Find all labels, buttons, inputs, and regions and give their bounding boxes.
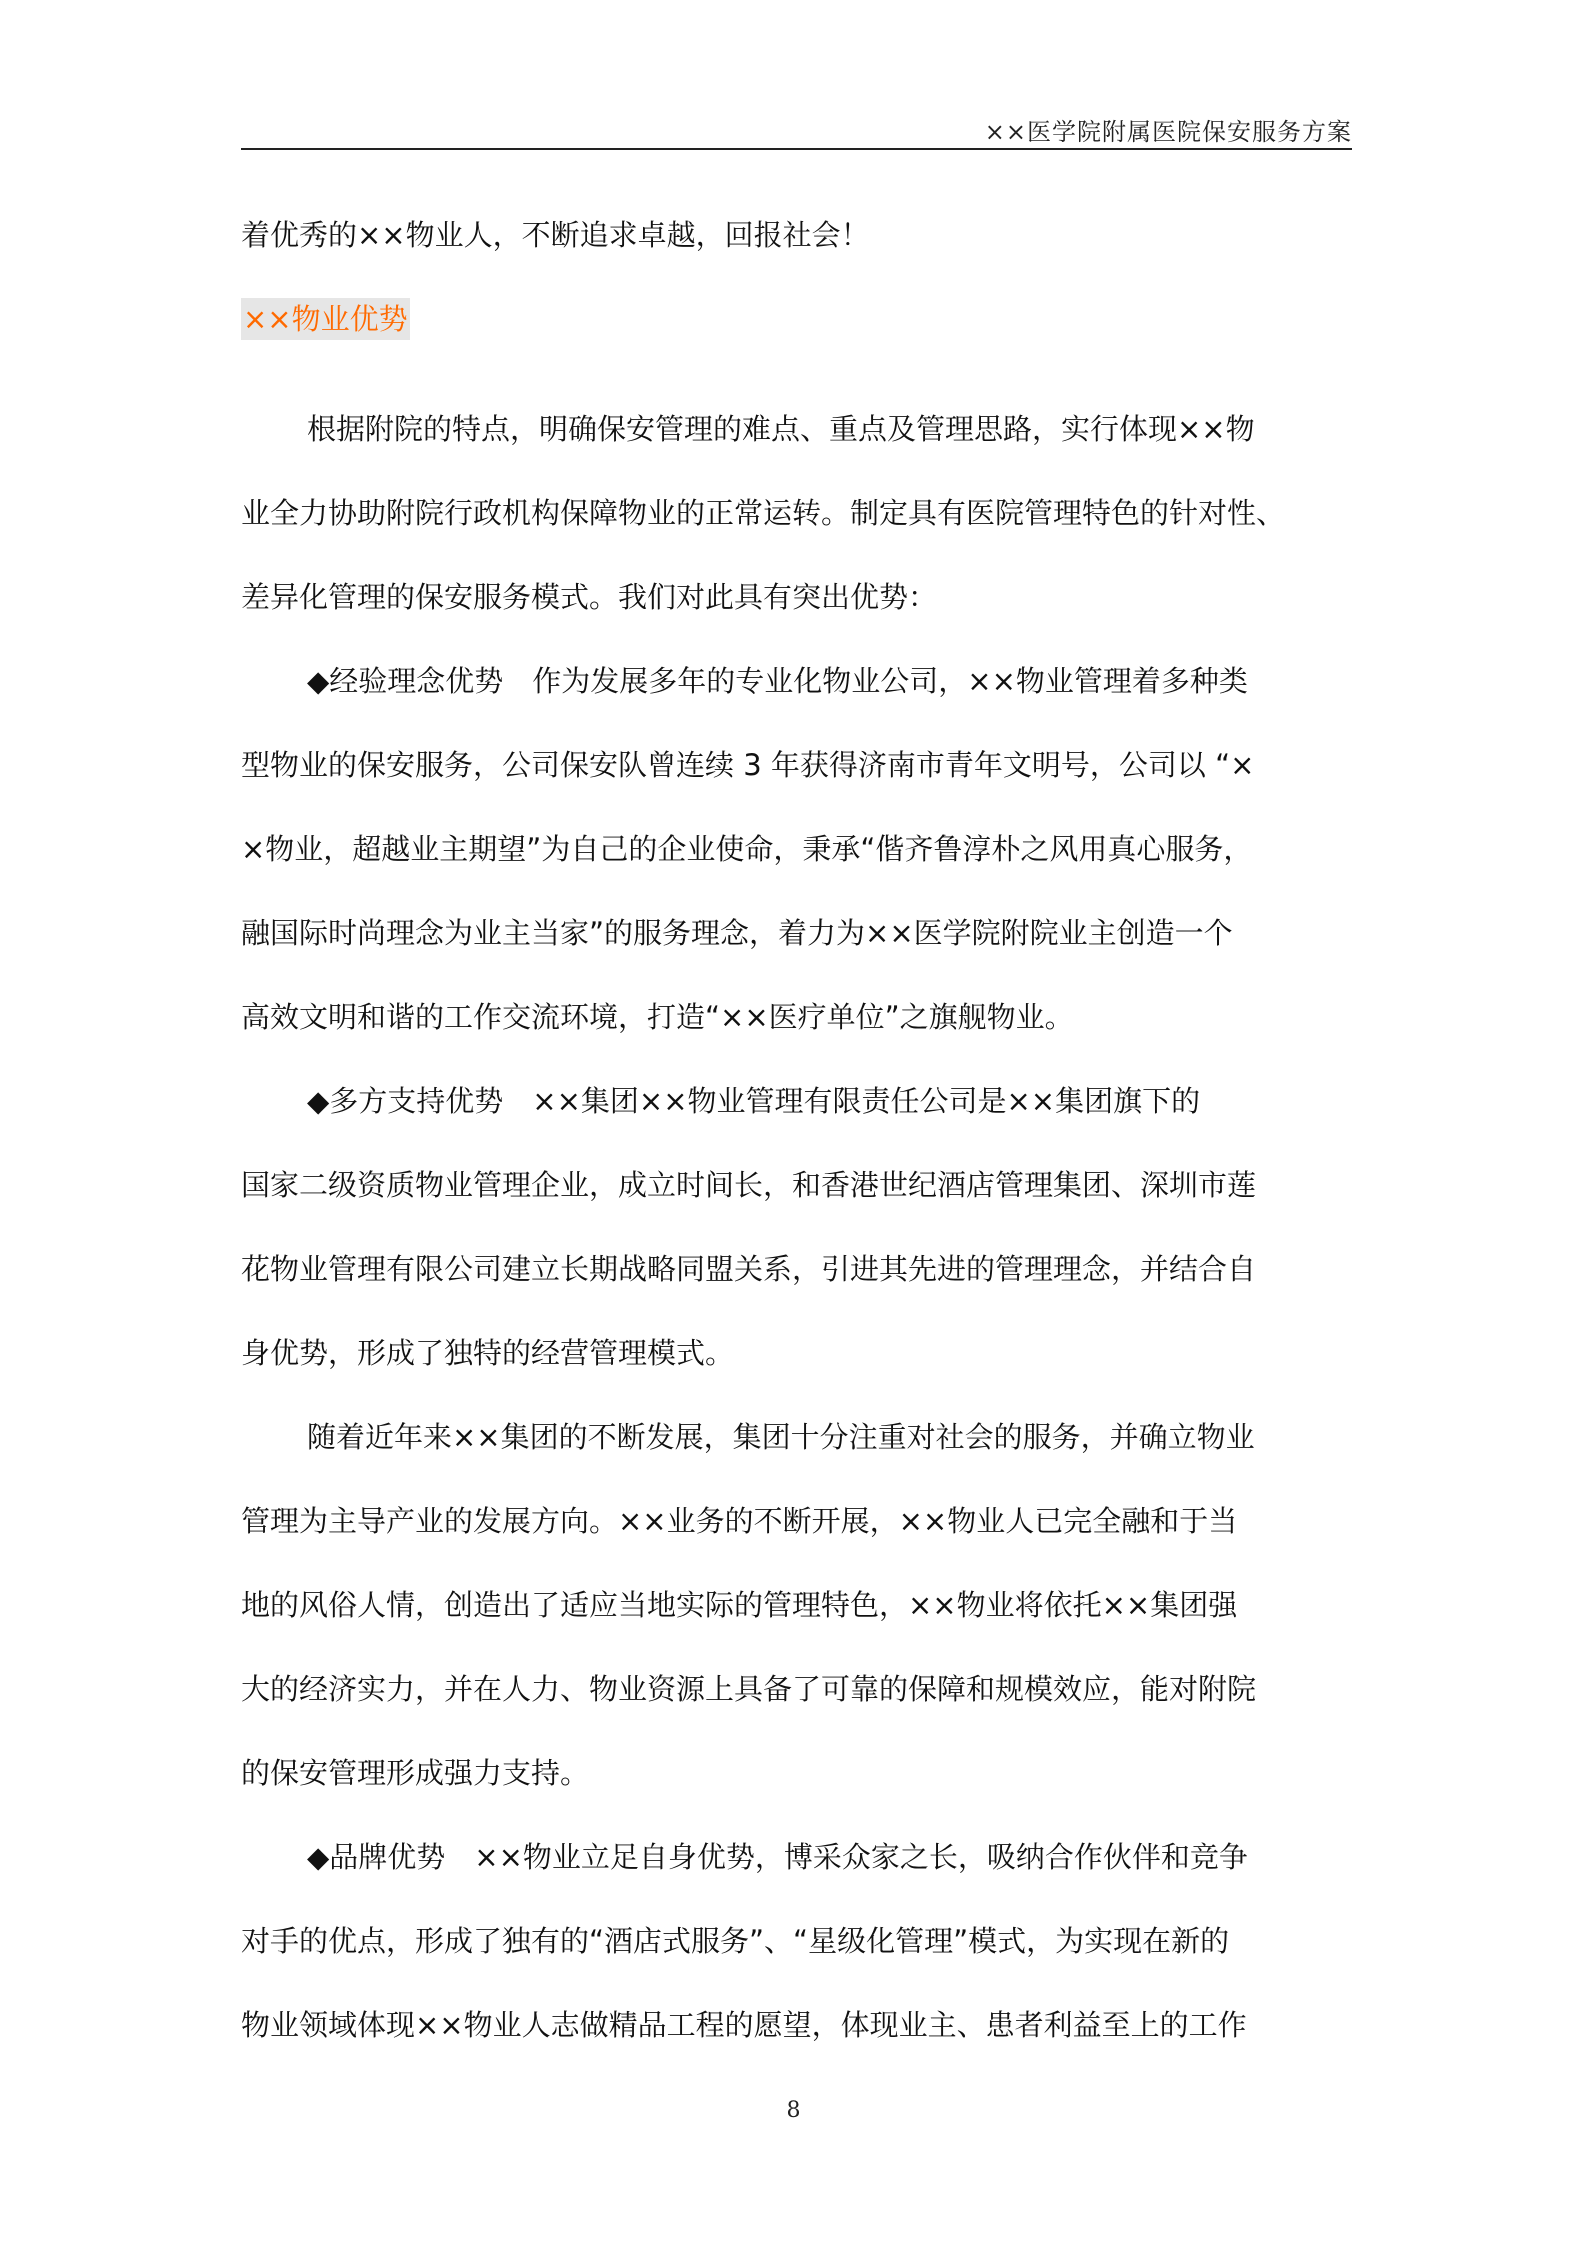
document-title: ××医学院附属医院保安服务方案 bbox=[984, 118, 1352, 146]
paragraph-line: 融国际时尚理念为业主当家”的服务理念，着力为××医学院附院业主创造一个 bbox=[241, 916, 1233, 950]
page-header bbox=[241, 108, 1352, 150]
paragraph-line: 地的风俗人情，创造出了适应当地实际的管理特色，××物业将依托××集团强 bbox=[241, 1588, 1238, 1622]
paragraph-line: 的保安管理形成强力支持。 bbox=[241, 1756, 590, 1790]
paragraph-line: 高效文明和谐的工作交流环境，打造“××医疗单位”之旗舰物业。 bbox=[241, 1000, 1074, 1034]
paragraph-line: ×物业，超越业主期望”为自己的企业使命，秉承“偕齐鲁淳朴之风用真心服务， bbox=[241, 832, 1253, 866]
paragraph-line: 业全力协助附院行政机构保障物业的正常运转。制定具有医院管理特色的针对性、 bbox=[241, 496, 1286, 530]
paragraph-line: 花物业管理有限公司建立长期战略同盟关系，引进其先进的管理理念，并结合自 bbox=[241, 1252, 1257, 1286]
paragraph-line: 身优势，形成了独特的经营管理模式。 bbox=[241, 1336, 735, 1370]
paragraph-line: 型物业的保安服务，公司保安队曾连续 3 年获得济南市青年文明号，公司以 “× bbox=[241, 748, 1255, 782]
paragraph-line: ◆品牌优势 ××物业立足自身优势，博采众家之长，吸纳合作伙伴和竞争 bbox=[307, 1840, 1248, 1874]
paragraph-line: 差异化管理的保安服务模式。我们对此具有突出优势： bbox=[241, 580, 938, 614]
paragraph-line: 国家二级资质物业管理企业，成立时间长，和香港世纪酒店管理集团、深圳市莲 bbox=[241, 1168, 1257, 1202]
paragraph-line: ◆经验理念优势 作为发展多年的专业化物业公司，××物业管理着多种类 bbox=[307, 664, 1248, 698]
page-number: 8 bbox=[786, 2098, 801, 2123]
paragraph-line: 对手的优点，形成了独有的“酒店式服务”、“星级化管理”模式，为实现在新的 bbox=[241, 1924, 1230, 1958]
paragraph-line: 根据附院的特点，明确保安管理的难点、重点及管理思路，实行体现××物 bbox=[307, 412, 1255, 446]
paragraph-line: 随着近年来××集团的不断发展，集团十分注重对社会的服务，并确立物业 bbox=[307, 1420, 1255, 1454]
paragraph-line: 大的经济实力，并在人力、物业资源上具备了可靠的保障和规模效应，能对附院 bbox=[241, 1672, 1257, 1706]
paragraph-line: 管理为主导产业的发展方向。××业务的不断开展，××物业人已完全融和于当 bbox=[241, 1504, 1238, 1538]
text-line: 着优秀的××物业人，不断追求卓越，回报社会！ bbox=[241, 218, 870, 252]
paragraph-line: ◆多方支持优势 ××集团××物业管理有限责任公司是××集团旗下的 bbox=[307, 1084, 1201, 1118]
section-heading: ××物业优势 bbox=[241, 298, 410, 340]
paragraph-line: 物业领域体现××物业人志做精品工程的愿望，体现业主、患者利益至上的工作 bbox=[241, 2008, 1247, 2042]
